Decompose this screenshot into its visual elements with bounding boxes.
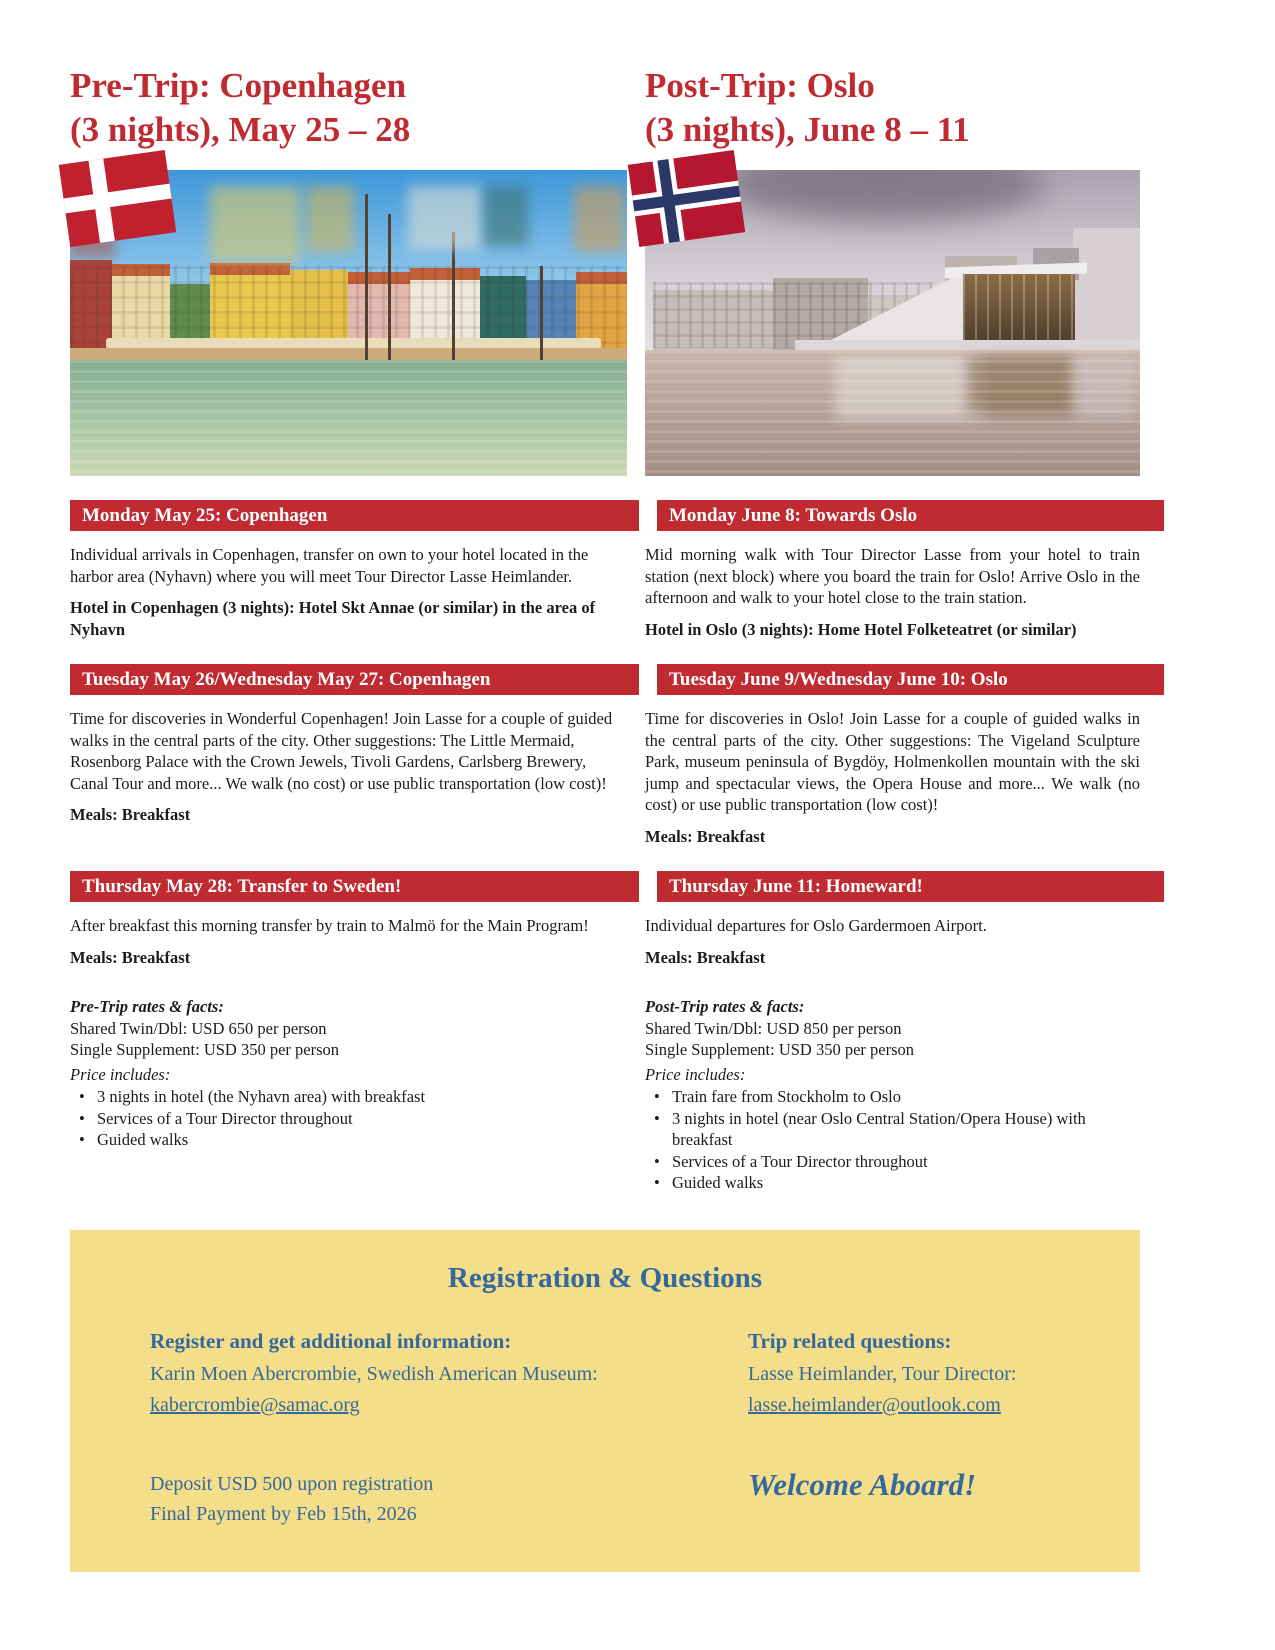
registration-right-column [748,1329,1140,1526]
pretrip-day3-meals: Meals: Breakfast [70,947,191,967]
posttrip-day2-block [645,695,1140,847]
posttrip-day3-text: Individual departures for Oslo Gardermoen Airport. [645,916,987,936]
questions-heading: Trip related questions: [748,1328,952,1353]
posttrip-title-line2: (3 nights), June 8 – 11 [645,110,970,150]
list-item: • Train fare from Stockholm to Oslo [645,1086,1140,1108]
pretrip-day3-header: Thursday May 28: Transfer to Sweden! [70,871,639,902]
photos-row [70,152,1275,476]
water-streaks [70,360,627,476]
pretrip-day1-text: Individual arrivals in Copenhagen, transfer on own to your hotel located in the harbor area (Nyhavn) where you will meet Tour Director Lasse Heimlander. [70,545,589,586]
deposit-line: Deposit USD 500 upon registration [150,1472,434,1495]
day2-texts [70,695,1275,847]
boat-mast [365,194,368,362]
posttrip-rate-shared: Shared Twin/Dbl: USD 850 per person [645,1018,902,1038]
opera-tower [1073,228,1140,350]
list-item: • 3 nights in hotel (near Oslo Central Station/Opera House) with breakfast [645,1108,1140,1151]
posttrip-day3-meals: Meals: Breakfast [645,947,766,967]
day1-headers [70,476,1275,531]
pretrip-includes-list [70,1086,627,1151]
pretrip-day3-text: After breakfast this morning transfer by train to Malmö for the Main Program! [70,916,589,936]
opera-glass-facade [963,274,1075,348]
pretrip-day3-block [70,902,627,1194]
pretrip-day1-block [70,531,627,640]
posttrip-day2-meals: Meals: Breakfast [645,826,766,846]
register-heading: Register and get additional information: [150,1328,512,1353]
waterfront-plaza [795,340,1140,350]
questions-contact: Lasse Heimlander, Tour Director: [748,1362,1017,1385]
reflection [306,186,354,252]
posttrip-includes-list [645,1086,1140,1194]
titles-row [70,64,1275,152]
pretrip-rate-single: Single Supplement: USD 350 per person [70,1040,340,1060]
oslo-photo [645,170,1140,476]
posttrip-hotel-line: Hotel in Oslo (3 nights): Home Hotel Folketeatret (or similar) [645,619,1077,639]
register-contact: Karin Moen Abercrombie, Swedish American Museum: [150,1362,598,1385]
reflection [484,186,528,246]
windows-texture [70,266,627,348]
reflection [408,186,482,250]
final-payment-line: Final Payment by Feb 15th, 2026 [150,1502,417,1525]
posttrip-day2-header: Tuesday June 9/Wednesday June 10: Oslo [657,664,1164,695]
posttrip-day2-text: Time for discoveries in Oslo! Join Lasse for a couple of guided walks in the central parts of the city. Other suggestions: The Vigeland Sculpture Park, museum peninsula of Bygdöy, Holmenkollen mountain with the ski jump and spectacular views, the Opera House and more... We walk (no cost) or use public transportation (low cost)! [645,709,1140,815]
pretrip-rate-shared: Shared Twin/Dbl: USD 650 per person [70,1018,327,1038]
day1-texts [70,531,1275,640]
registration-title: Registration & Questions [447,1261,763,1294]
pretrip-day2-header: Tuesday May 26/Wednesday May 27: Copenhagen [70,664,639,695]
tour-director-email-link[interactable]: lasse.heimlander@outlook.com [748,1393,1001,1416]
posttrip-rate-single: Single Supplement: USD 350 per person [645,1040,915,1060]
boat-mast [540,266,543,364]
list-item: • Guided walks [70,1129,627,1151]
norway-flag-icon [628,150,746,247]
pretrip-title [70,64,627,152]
pretrip-price-includes-label: Price includes: [70,1064,171,1084]
welcome-aboard-text: Welcome Aboard! [748,1466,977,1502]
registration-columns [70,1295,1140,1526]
boat-mast [388,214,391,364]
reflection [210,186,300,262]
pretrip-hotel-line: Hotel in Copenhagen (3 nights): Hotel Skt Annae (or similar) in the area of Nyhavn [70,598,596,639]
registration-box [70,1230,1140,1572]
posttrip-title-line1: Post-Trip: Oslo [645,66,875,105]
pretrip-rates [70,996,627,1151]
posttrip-day3-header: Thursday June 11: Homeward! [657,871,1164,902]
pretrip-title-line1: Pre-Trip: Copenhagen [70,66,407,105]
posttrip-title [645,64,1140,152]
flag-cross-horizontal [63,184,171,214]
list-item: • 3 nights in hotel (the Nyhavn area) with breakfast [70,1086,627,1108]
registration-email-link[interactable]: kabercrombie@samac.org [150,1393,360,1416]
day2-headers [70,640,1275,695]
pretrip-title-line2: (3 nights), May 25 – 28 [70,110,411,150]
posttrip-day1-block [645,531,1140,640]
list-item: • Services of a Tour Director throughout [645,1151,1140,1173]
day3-texts [70,902,1275,1194]
boat-mast [452,232,455,366]
posttrip-rates-title: Post-Trip rates & facts: [645,997,805,1017]
pretrip-day2-block [70,695,627,847]
pretrip-day2-text: Time for discoveries in Wonderful Copenhagen! Join Lasse for a couple of guided walks in the central parts of the city. Other suggestions: The Little Mermaid, Rosenborg Palace with the Crown Jewels, Tivoli Gardens, Carlsberg Brewery, Canal Tour and more... We walk (no cost) or use public transportation (low cost)! [70,709,613,793]
reflection [574,186,624,252]
pretrip-rates-title: Pre-Trip rates & facts: [70,997,224,1017]
day3-headers [70,847,1275,902]
pretrip-day2-meals: Meals: Breakfast [70,805,191,825]
posttrip-rates [645,996,1140,1194]
copenhagen-photo [70,170,627,476]
registration-left-column [150,1329,670,1526]
denmark-flag-icon [59,150,177,247]
posttrip-day1-text: Mid morning walk with Tour Director Lasse from your hotel to train station (next block) where you board the train for Oslo! Arrive Oslo in the afternoon and walk to your hotel close to the train station. [645,545,1140,608]
posttrip-day1-header: Monday June 8: Towards Oslo [657,500,1164,531]
list-item: • Guided walks [645,1172,1140,1194]
posttrip-price-includes-label: Price includes: [645,1064,746,1084]
list-item: • Services of a Tour Director throughout [70,1108,627,1130]
water-streaks [645,350,1140,476]
posttrip-day3-block [645,902,1140,1194]
pretrip-day1-header: Monday May 25: Copenhagen [70,500,639,531]
